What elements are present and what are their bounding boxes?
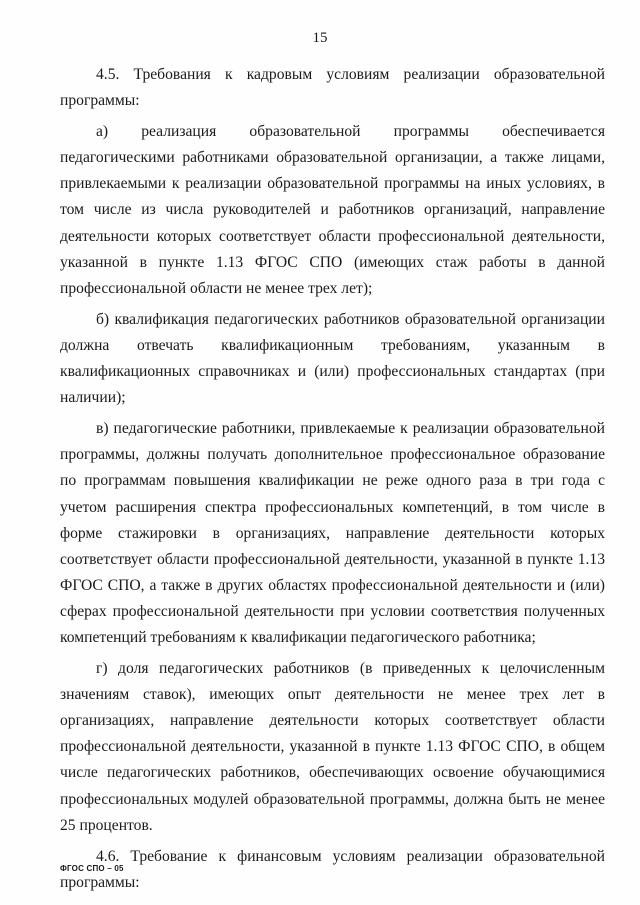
document-body bbox=[60, 62, 605, 901]
paragraph-g: г) доля педагогических работников (в приведенных к целочисленным значениям ставок), имеющих опыт деятельности не менее трех лет в организациях, направление деятельности которых соответствует области профессиональной деятельности, указанной в пункте 1.13 ФГОС СПО, в общем числе педагогических работников, обеспечивающих освоение обучающимися профессиональных модулей образовательной программы, должна быть не менее 25 процентов. bbox=[60, 660, 605, 834]
page-number: 15 bbox=[312, 30, 328, 46]
page-footer: ФГОС СПО – 05 bbox=[60, 864, 124, 873]
paragraph-v: в) педагогические работники, привлекаемые к реализации образовательной программы, должны получать дополнительное профессиональное образование по программам повышения квалификации не реже одного раза в три года с учетом расширения спектра профессиональных компетенций, в том числе в форме стажировки в организациях, направление деятельности которых соответствует области профессиональной деятельности, указанной в пункте 1.13 ФГОС СПО, а также в других областях профессиональной деятельности и (или) сферах профессиональной деятельности при условии соответствия полученных компетенций требованиям к квалификации педагогического работника; bbox=[60, 420, 605, 646]
paragraph-4-6: 4.6. Требование к финансовым условиям реализации образовательной программы: bbox=[60, 847, 605, 891]
paragraph-a: а) реализация образовательной программы обеспечивается педагогическими работниками образовательной организации, а также лицами, привлекаемыми к реализации образовательной программы на иных условиях, в том числе из числа руководителей и работников организаций, направление деятельности которых соответствует области профессиональной деятельности, указанной в пункте 1.13 ФГОС СПО (имеющих стаж работы в данной профессиональной области не менее трех лет); bbox=[60, 123, 605, 297]
paragraph-4-5: 4.5. Требования к кадровым условиям реализации образовательной программы: bbox=[60, 66, 605, 110]
paragraph-b: б) квалификация педагогических работников образовательной организации должна отвечать квалификационным требованиям, указанным в квалификационных справочниках и (или) профессиональных стандартах (при наличии); bbox=[60, 310, 605, 407]
